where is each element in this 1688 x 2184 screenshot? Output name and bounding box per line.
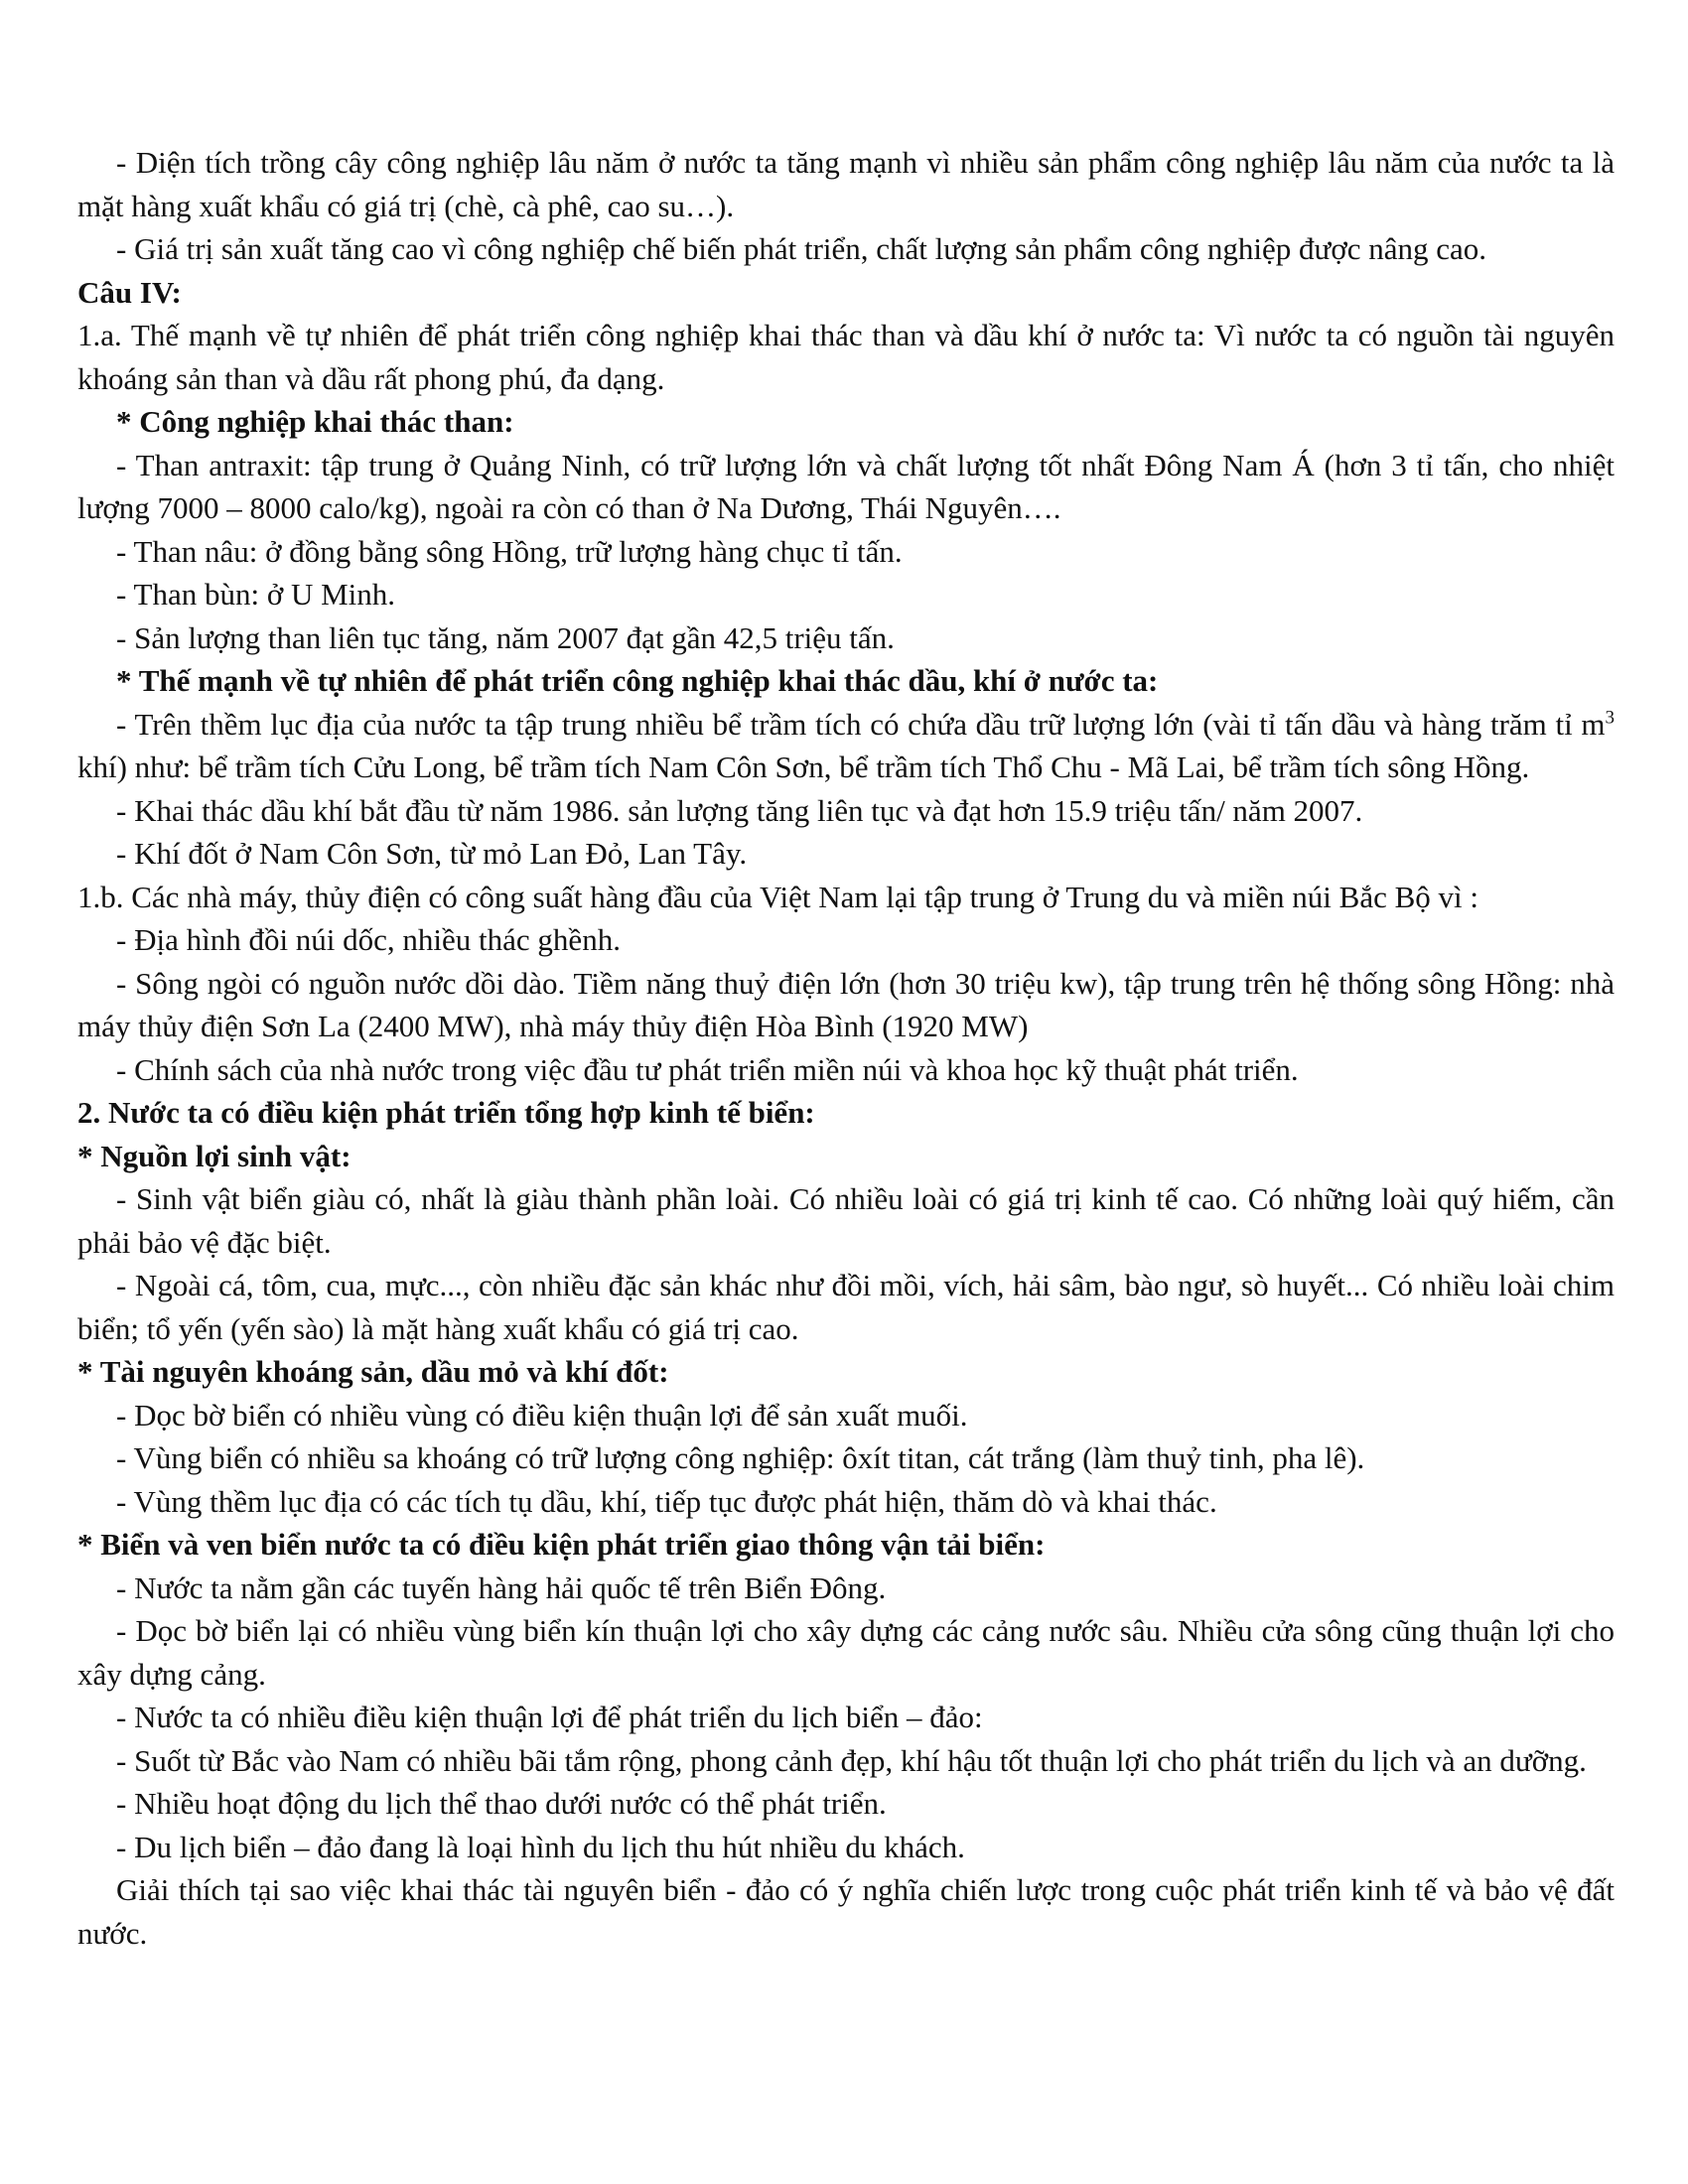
paragraph-tich-tu-dau: - Vùng thềm lục địa có các tích tụ dầu, khí, tiếp tục được phát hiện, thăm dò và khai thác. <box>116 1483 1217 1519</box>
heading-nguon-loi-sinh-vat: * Nguồn lợi sinh vật: <box>77 1138 352 1173</box>
paragraph-gia-tri-san-xuat: - Giá trị sản xuất tăng cao vì công nghiệp chế biến phát triển, chất lượng sản phẩm công nghiệp được nâng cao. <box>116 231 1487 266</box>
paragraph-dia-hinh: - Địa hình đồi núi dốc, nhiều thác ghềnh. <box>116 922 621 957</box>
paragraph-the-thao-nuoc: - Nhiều hoạt động du lịch thể thao dưới nước có thể phát triển. <box>116 1786 887 1821</box>
paragraph-1b: 1.b. Các nhà máy, thủy điện có công suất hàng đầu của Việt Nam lại tập trung ở Trung du và miền núi Bắc Bộ vì : <box>77 879 1478 914</box>
paragraph-song-ngoi: - Sông ngòi có nguồn nước dồi dào. Tiềm năng thuỷ điện lớn (hơn 30 triệu kw), tập trung trên hệ thống sông Hồng: nhà máy thủy điện Sơn La (2400 MW), nhà máy thủy điện Hòa Bình (1920 MW) <box>77 965 1615 1043</box>
paragraph-than-nau: - Than nâu: ở đồng bằng sông Hồng, trữ lượng hàng chục tỉ tấn. <box>116 533 903 569</box>
paragraph-sinh-vat-bien: - Sinh vật biển giàu có, nhất là giàu thành phần loài. Có nhiều loài có giá trị kinh tế cao. Có những loài quý hiếm, cần phải bảo vệ đặc biệt. <box>77 1181 1615 1260</box>
document-page <box>77 141 1615 1955</box>
heading-khai-thac-than: * Công nghiệp khai thác than: <box>116 404 514 439</box>
heading-khoang-san: * Tài nguyên khoáng sản, dầu mỏ và khí đốt: <box>77 1354 669 1389</box>
superscript: 3 <box>1605 707 1615 729</box>
paragraph-cay-cong-nghiep: - Diện tích trồng cây công nghiệp lâu năm ở nước ta tăng mạnh vì nhiều sản phẩm công nghiệp lâu năm của nước ta là mặt hàng xuất khẩu có giá trị (chè, cà phê, cao su…). <box>77 145 1615 223</box>
paragraph-dac-san: - Ngoài cá, tôm, cua, mực..., còn nhiều đặc sản khác như đồi mồi, vích, hải sâm, bào ngư, sò huyết... Có nhiều loài chim biển; tổ yến (yến sào) là mặt hàng xuất khẩu có giá trị cao. <box>77 1268 1615 1346</box>
paragraph-san-luong-than: - Sản lượng than liên tục tăng, năm 2007 đạt gần 42,5 triệu tấn. <box>116 619 895 655</box>
paragraph-hang-hai: - Nước ta nằm gần các tuyến hàng hải quốc tế trên Biển Đông. <box>116 1570 887 1605</box>
paragraph-chinh-sach: - Chính sách của nhà nước trong việc đầu tư phát triển miền núi và khoa học kỹ thuật phát triển. <box>116 1051 1299 1087</box>
text-tham-luc-dia-a: - Trên thềm lục địa của nước ta tập trung nhiều bể trầm tích có chứa dầu trữ lượng lớn (vài tỉ tấn dầu và hàng trăm tỉ m <box>116 706 1606 742</box>
paragraph-muoi: - Dọc bờ biển có nhiều vùng có điều kiện thuận lợi để sản xuất muối. <box>116 1397 968 1433</box>
paragraph-giai-thich: Giải thích tại sao việc khai thác tài nguyên biển - đảo có ý nghĩa chiến lược trong cuộc phát triển kinh tế và bảo vệ đất nước. <box>77 1872 1615 1951</box>
paragraph-than-antraxit: - Than antraxit: tập trung ở Quảng Ninh, có trữ lượng lớn và chất lượng tốt nhất Đông Nam Á (hơn 3 tỉ tấn, cho nhiệt lượng 7000 – 8000 calo/kg), ngoài ra còn có than ở Na Dương, Thái Nguyên…. <box>77 447 1615 525</box>
heading-kinh-te-bien: 2. Nước ta có điều kiện phát triển tổng hợp kinh tế biển: <box>77 1095 815 1130</box>
paragraph-than-bun: - Than bùn: ở U Minh. <box>116 577 396 612</box>
heading-dau-khi: * Thế mạnh về tự nhiên để phát triển công nghiệp khai thác dầu, khí ở nước ta: <box>116 663 1159 698</box>
paragraph-cang-nuoc-sau: - Dọc bờ biển lại có nhiều vùng biển kín thuận lợi cho xây dựng các cảng nước sâu. Nhiều cửa sông cũng thuận lợi cho xây dựng cảng. <box>77 1613 1615 1692</box>
heading-cau-iv: Câu IV: <box>77 274 182 310</box>
paragraph-1a: 1.a. Thế mạnh về tự nhiên để phát triển công nghiệp khai thác than và dầu khí ở nước ta: Vì nước ta có nguồn tài nguyên khoáng sản than và dầu rất phong phú, đa dạng. <box>77 318 1615 396</box>
text-tham-luc-dia-b: khí) như: bể trầm tích Cửu Long, bể trầm tích Nam Côn Sơn, bể trầm tích Thổ Chu - Mã Lai, bể trầm tích sông Hồng. <box>77 750 1530 784</box>
paragraph-sa-khoang: - Vùng biển có nhiều sa khoáng có trữ lượng công nghiệp: ôxít titan, cát trắng (làm thuỷ tinh, pha lê). <box>116 1440 1365 1475</box>
paragraph-khi-dot: - Khí đốt ở Nam Côn Sơn, từ mỏ Lan Đỏ, Lan Tây. <box>116 836 748 871</box>
paragraph-bai-tam: - Suốt từ Bắc vào Nam có nhiều bãi tắm rộng, phong cảnh đẹp, khí hậu tốt thuận lợi cho phát triển du lịch và an dưỡng. <box>116 1742 1587 1778</box>
paragraph-khai-thac-dau: - Khai thác dầu khí bắt đầu từ năm 1986. sản lượng tăng liên tục và đạt hơn 15.9 triệu tấn/ năm 2007. <box>116 792 1363 828</box>
paragraph-du-lich-bien: - Nước ta có nhiều điều kiện thuận lợi để phát triển du lịch biển – đảo: <box>116 1700 983 1734</box>
paragraph-tham-luc-dia <box>77 703 1615 789</box>
paragraph-thu-hut-du-khach: - Du lịch biển – đảo đang là loại hình du lịch thu hút nhiều du khách. <box>116 1829 965 1864</box>
heading-giao-thong: * Biển và ven biển nước ta có điều kiện phát triển giao thông vận tải biển: <box>77 1527 1046 1562</box>
